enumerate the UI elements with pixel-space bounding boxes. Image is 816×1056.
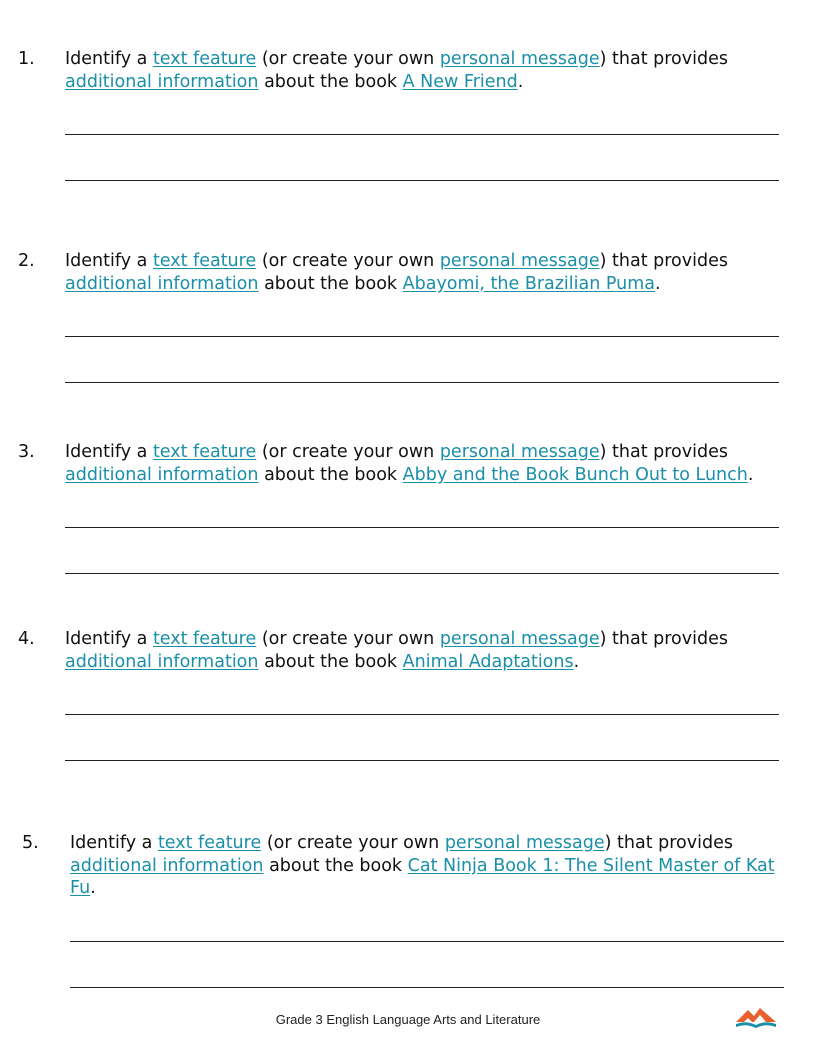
question-number: 4. [18, 629, 35, 649]
answer-line[interactable] [65, 134, 779, 135]
question-prefix: Identify a [65, 49, 148, 69]
question-suffix: ) that provides [599, 49, 728, 69]
answer-line[interactable] [65, 180, 779, 181]
question-mid: (or create your own [261, 442, 435, 462]
question-mid: (or create your own [261, 49, 435, 69]
answer-line[interactable] [65, 382, 779, 383]
question-end: . [517, 71, 524, 92]
additional-information-link[interactable]: additional information [65, 71, 259, 92]
personal-message-link[interactable]: personal message [444, 833, 605, 853]
question-end: . [573, 651, 580, 672]
personal-message-link[interactable]: personal message [439, 251, 600, 271]
answer-line[interactable] [70, 941, 784, 942]
text-feature-link[interactable]: text feature [157, 833, 262, 853]
question-about: about the book [264, 71, 398, 92]
question-number: 1. [18, 49, 35, 69]
question-prefix: Identify a [65, 442, 148, 462]
question-number: 3. [18, 442, 35, 462]
book-mountain-logo-icon [734, 1004, 778, 1034]
question-suffix: ) that provides [604, 833, 733, 853]
text-feature-link[interactable]: text feature [152, 442, 257, 462]
personal-message-link[interactable]: personal message [439, 49, 600, 69]
answer-line[interactable] [65, 573, 779, 574]
answer-line[interactable] [65, 527, 779, 528]
answer-line[interactable] [65, 336, 779, 337]
question-about: about the book [264, 273, 398, 294]
question-suffix: ) that provides [599, 251, 728, 271]
question-about: about the book [264, 464, 398, 485]
question-number: 2. [18, 251, 35, 271]
book-title-link[interactable]: A New Friend [402, 71, 518, 92]
answer-line[interactable] [65, 760, 779, 761]
question-number: 5. [22, 833, 39, 853]
personal-message-link[interactable]: personal message [439, 442, 600, 462]
additional-information-link[interactable]: additional information [70, 855, 264, 876]
question-prefix: Identify a [65, 251, 148, 271]
question-end: . [90, 878, 96, 898]
footer-text: Grade 3 English Language Arts and Literature [275, 1012, 541, 1027]
question-suffix: ) that provides [599, 629, 728, 649]
question-suffix: ) that provides [599, 442, 728, 462]
text-feature-link[interactable]: text feature [152, 49, 257, 69]
text-feature-link[interactable]: text feature [152, 251, 257, 271]
question-prefix: Identify a [70, 833, 153, 853]
book-title-link[interactable]: Abayomi, the Brazilian Puma [402, 273, 656, 294]
book-title-link[interactable]: Abby and the Book Bunch Out to Lunch [402, 464, 748, 485]
text-feature-link[interactable]: text feature [152, 629, 257, 649]
book-title-link[interactable]: Cat Ninja Book 1: The Silent Master of Kat Fu [70, 855, 775, 898]
question-end: . [655, 273, 661, 294]
question-about: about the book [264, 651, 398, 672]
question-mid: (or create your own [266, 833, 440, 853]
question-mid: (or create your own [261, 251, 435, 271]
answer-line[interactable] [65, 714, 779, 715]
answer-line[interactable] [70, 987, 784, 988]
question-mid: (or create your own [261, 629, 435, 649]
question-about: about the book [269, 855, 403, 876]
personal-message-link[interactable]: personal message [439, 629, 600, 649]
book-title-link[interactable]: Animal Adaptations [402, 651, 574, 672]
additional-information-link[interactable]: additional information [65, 273, 259, 294]
additional-information-link[interactable]: additional information [65, 464, 259, 485]
additional-information-link[interactable]: additional information [65, 651, 259, 672]
question-prefix: Identify a [65, 629, 148, 649]
question-end: . [747, 464, 754, 485]
